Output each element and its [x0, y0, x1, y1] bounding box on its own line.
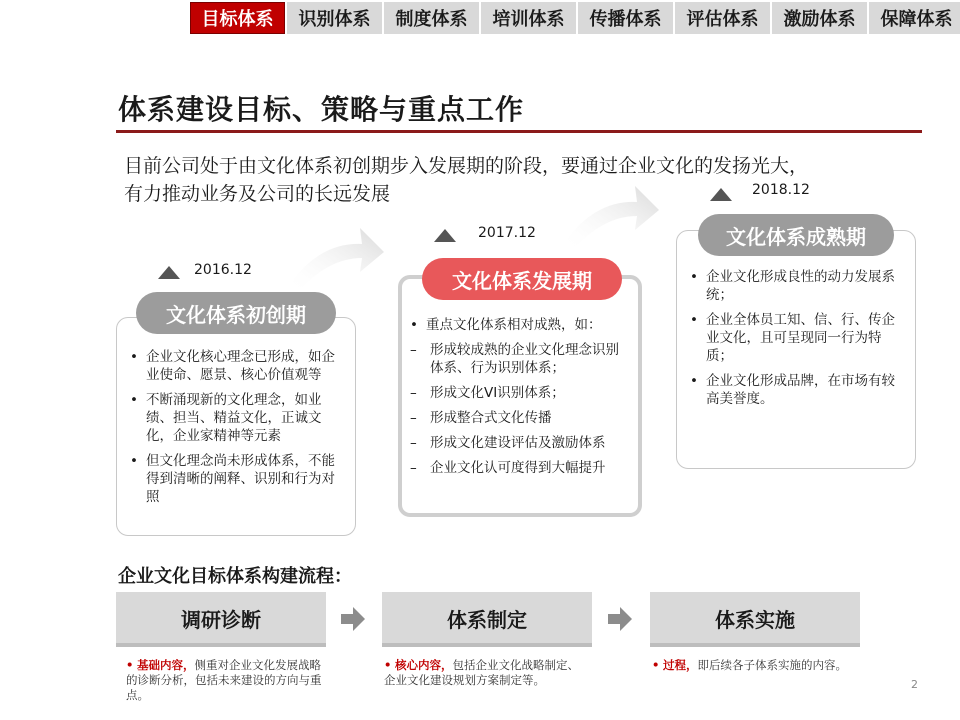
intro-line-1: 目前公司处于由文化体系初创期步入发展期的阶段，要通过企业文化的发扬光大， [124, 155, 809, 177]
flow-step-design: 体系制定 [382, 592, 592, 644]
flow-step-implement: 体系实施 [650, 592, 860, 644]
title-divider [116, 130, 922, 133]
triangle-marker-icon [158, 266, 180, 279]
dash-icon: – [410, 410, 417, 426]
dash-icon: – [410, 460, 417, 476]
intro-text [124, 152, 808, 208]
list-item: – 形成文化建设评估及激励体系 [410, 435, 606, 451]
bullet-icon: • [130, 349, 138, 365]
tab-incentive-system[interactable]: 激励体系 [772, 2, 867, 34]
list-item: – 形成整合式文化传播 [410, 410, 552, 426]
bullet-icon: • [690, 312, 698, 328]
step-shadow [116, 643, 326, 647]
step-description [126, 658, 326, 703]
top-nav [190, 2, 960, 34]
triangle-marker-icon [710, 188, 732, 201]
step-description [384, 658, 584, 688]
flow-step-research: 调研诊断 [116, 592, 326, 644]
step-desc-text: 侧重对企业文化发展战略的诊断分析，包括未来建设的方向与重点。 [126, 658, 322, 702]
list-item: • 企业文化形成良性的动力发展系统； [690, 269, 895, 303]
dash-icon: – [410, 435, 417, 451]
bullet-icon: • [130, 392, 138, 408]
list-item: – 形成较成熟的企业文化理念识别体系、行为识别体系； [410, 342, 619, 376]
tab-guarantee-system[interactable]: 保障体系 [869, 2, 960, 34]
list-item: • 企业文化核心理念已形成，如企业使命、愿景、核心价值观等 [130, 349, 335, 383]
arrow-right-icon [340, 606, 366, 632]
triangle-marker-icon [434, 229, 456, 242]
stage-items [410, 316, 632, 484]
stage-date: 2017.12 [478, 225, 536, 241]
arrow-right-icon [607, 606, 633, 632]
bullet-icon: • [690, 269, 698, 285]
list-item: • 企业全体员工知、信、行、传企业文化，且可呈现同一行为特质； [690, 312, 895, 364]
dash-icon: – [410, 342, 417, 358]
list-item: – 企业文化认可度得到大幅提升 [410, 460, 606, 476]
bullet-icon: • [384, 658, 392, 672]
stage-label: 文化体系成熟期 [698, 214, 894, 256]
step-shadow [382, 643, 592, 647]
list-item: – 形成文化VI识别体系； [410, 385, 565, 401]
step-desc-text: 即后续各子体系实施的内容。 [697, 658, 848, 672]
tab-target-system[interactable]: 目标体系 [190, 2, 285, 34]
page-title: 体系建设目标、策略与重点工作 [118, 93, 525, 126]
tab-identity-system[interactable]: 识别体系 [287, 2, 382, 34]
flow-title: 企业文化目标体系构建流程： [118, 566, 352, 587]
step-desc-text: 包括企业文化战略制定、企业文化建设规划方案制定等。 [384, 658, 580, 687]
list-item: • 企业文化形成品牌，在市场有较高美誉度。 [690, 373, 895, 407]
stage-label: 文化体系初创期 [136, 292, 336, 334]
intro-line-2: 有力推动业务及公司的长远发展 [124, 183, 391, 205]
tab-evaluation-system[interactable]: 评估体系 [675, 2, 770, 34]
bullet-icon: • [410, 317, 418, 333]
step-highlight: 过程， [663, 658, 698, 672]
bullet-icon: • [652, 658, 660, 672]
step-highlight: 基础内容， [137, 658, 195, 672]
list-item: • 但文化理念尚未形成体系，不能得到清晰的阐释、识别和行为对照 [130, 453, 335, 505]
tab-training-system[interactable]: 培训体系 [481, 2, 576, 34]
stage-date: 2018.12 [752, 182, 810, 198]
tab-communication-system[interactable]: 传播体系 [578, 2, 673, 34]
curved-arrow-icon [280, 222, 390, 302]
stage-items [130, 348, 344, 513]
bullet-icon: • [126, 658, 134, 672]
bullet-icon: • [130, 453, 138, 469]
stage-date: 2016.12 [194, 262, 252, 278]
stage-label: 文化体系发展期 [422, 258, 622, 300]
page-number: 2 [911, 678, 918, 691]
dash-icon: – [410, 385, 417, 401]
step-highlight: 核心内容， [395, 658, 453, 672]
list-item: • 重点文化体系相对成熟，如： [410, 317, 602, 333]
stage-items [690, 268, 906, 415]
step-shadow [650, 643, 860, 647]
list-item: • 不断涌现新的文化理念，如业绩、担当、精益文化，正诚文化，企业家精神等元素 [130, 392, 322, 444]
tab-regulation-system[interactable]: 制度体系 [384, 2, 479, 34]
step-description [652, 658, 852, 673]
curved-arrow-icon [555, 180, 665, 260]
bullet-icon: • [690, 373, 698, 389]
